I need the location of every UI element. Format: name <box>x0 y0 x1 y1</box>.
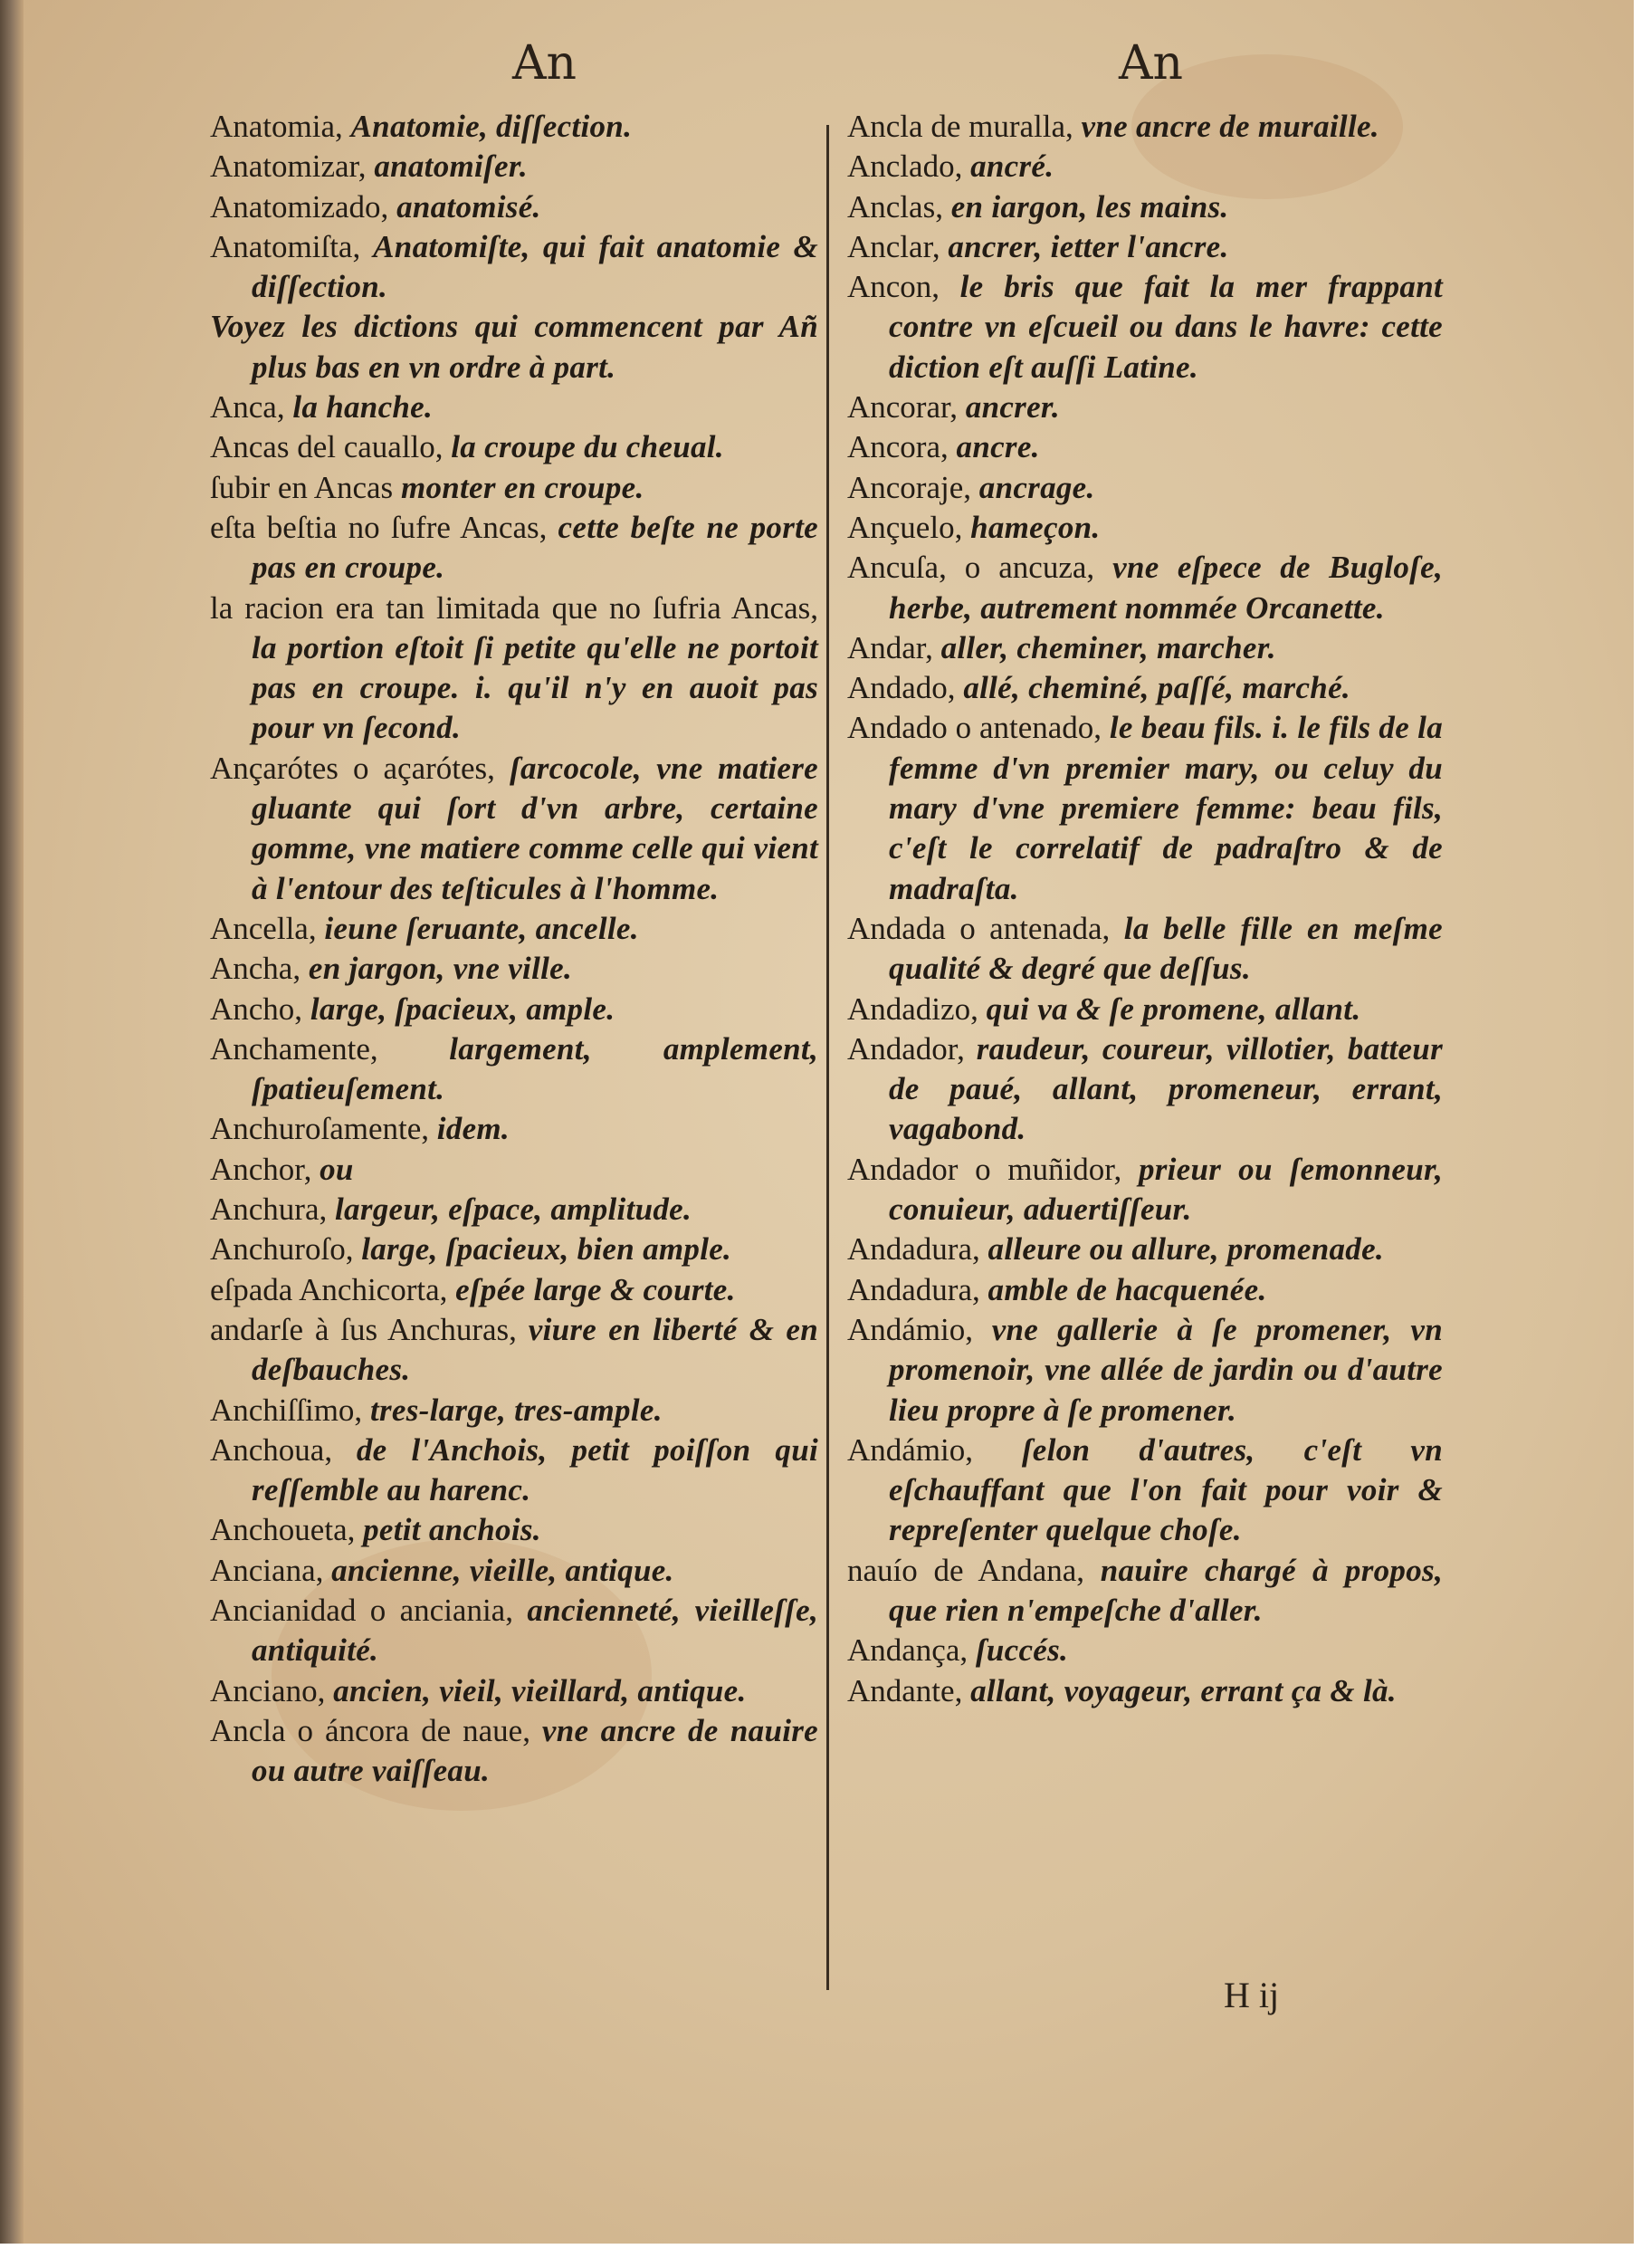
entry-definition: ancrage. <box>978 469 1095 505</box>
entry-definition: largeur, eſpace, amplitude. <box>335 1191 692 1228</box>
dictionary-entry <box>847 388 1443 427</box>
entry-headword: Anchoueta, <box>210 1512 364 1548</box>
entry-headword: Anchuroſo, <box>210 1231 362 1268</box>
entry-definition: ancrer, ietter l'ancre. <box>948 228 1229 264</box>
entry-headword: Ancha, <box>210 951 309 987</box>
dictionary-entry <box>210 589 818 749</box>
dictionary-entry <box>847 708 1443 908</box>
dictionary-entry <box>847 1551 1443 1632</box>
entry-definition: le beau fils. i. le fils de la femme d'vn premier mary, ou celuy du mary d'vne premiere femme: beau fils, c'eſt le correlatif de padraſtro & de madraſta. <box>889 710 1444 906</box>
entry-headword: Anclas, <box>847 188 951 225</box>
dictionary-entry <box>847 1230 1443 1269</box>
entry-definition: largement, amplement, ſpatieuſement. <box>252 1030 818 1107</box>
entry-definition: petit anchois. <box>363 1512 541 1548</box>
entry-definition: hameçon. <box>970 509 1101 545</box>
entry-headword: Anchor, <box>210 1151 320 1187</box>
entry-headword: Andadura, <box>847 1231 988 1268</box>
entry-headword: Ancianidad o anciania, <box>210 1592 528 1628</box>
dictionary-entry <box>210 1310 818 1391</box>
dictionary-entry <box>847 1150 1443 1230</box>
entry-definition: ou <box>320 1151 354 1187</box>
entry-definition: amble de hacquenée. <box>987 1271 1267 1307</box>
entry-definition: vne eſpece de Bugloſe, herbe, autrement nommée Orcanette. <box>889 550 1443 626</box>
entry-headword: nauío de Andana, <box>847 1552 1101 1588</box>
dictionary-entry <box>210 107 818 147</box>
dictionary-entry <box>210 1230 818 1269</box>
dictionary-entry <box>847 1431 1443 1551</box>
entry-definition: cette beſte ne porte pas en croupe. <box>252 509 818 586</box>
dictionary-entry <box>847 1631 1443 1670</box>
entry-headword: Ançuelo, <box>847 509 971 545</box>
entry-headword: eſta beſtia no ſufre Ancas, <box>210 509 558 545</box>
running-head-left: An <box>512 36 577 91</box>
entry-definition: la belle fille en meſme qualité & degré que deſſus. <box>889 910 1443 987</box>
entry-headword: Andar, <box>847 629 941 665</box>
entry-definition: ſelon d'autres, c'eſt vn eſchauffant que l'on fait pour voir & repreſenter quelque choſe. <box>889 1431 1443 1548</box>
entry-headword: Anchoua, <box>210 1431 357 1468</box>
entry-definition: ancré. <box>970 148 1054 185</box>
dictionary-entry <box>210 427 818 467</box>
entry-headword: Andámio, <box>847 1311 992 1347</box>
entry-headword: Anciano, <box>210 1672 334 1708</box>
entry-definition: idem. <box>436 1111 510 1147</box>
entry-definition: qui va & ſe promene, allant. <box>986 990 1361 1027</box>
entry-definition: la hanche. <box>292 389 434 426</box>
signature-mark: H ij <box>1224 1975 1280 2015</box>
entry-headword: Ancella, <box>210 910 325 946</box>
entry-headword: Anchiſſimo, <box>210 1392 370 1428</box>
entry-definition: viure en liberté & en deſbauches. <box>252 1311 818 1388</box>
dictionary-entry <box>847 468 1443 508</box>
entry-headword: Ancora, <box>847 429 957 465</box>
entry-definition: Anatomie, diſſection. <box>350 109 633 144</box>
entry-headword: Andadura, <box>847 1271 988 1307</box>
entry-definition: allant, voyageur, errant ça & là. <box>970 1672 1397 1708</box>
entry-headword: Ancas del cauallo, <box>210 429 452 465</box>
dictionary-entry <box>210 1711 818 1792</box>
entry-definition: eſpée large & courte. <box>455 1271 736 1307</box>
dictionary-entry <box>210 1671 818 1711</box>
dictionary-entry <box>847 508 1443 548</box>
entry-definition: raudeur, coureur, villotier, batteur de paué, allant, promeneur, errant, vagabond. <box>889 1030 1443 1147</box>
entry-definition: anatomiſer. <box>374 148 528 185</box>
entry-headword: Ancla de muralla, <box>847 109 1082 144</box>
entry-headword: la racion era tan limitada que no ſufria Ancas, <box>210 589 818 626</box>
dictionary-entry <box>210 227 818 308</box>
dictionary-entry <box>847 1270 1443 1310</box>
entry-headword: Andada o antenada, <box>847 910 1124 946</box>
dictionary-entry <box>210 508 818 589</box>
entry-headword: Anchura, <box>210 1191 336 1228</box>
entry-definition: large, ſpacieux, bien ample. <box>361 1231 732 1268</box>
entry-definition: ieune ſeruante, ancelle. <box>324 910 639 946</box>
entry-headword: Andança, <box>847 1632 976 1669</box>
page-binding-edge <box>0 0 24 2244</box>
entry-headword: Ancoraje, <box>847 469 979 505</box>
dictionary-entry <box>847 1029 1443 1150</box>
entry-definition: monter en croupe. <box>400 469 644 505</box>
dictionary-entry <box>210 1431 818 1511</box>
entry-definition: ancrer. <box>965 389 1060 426</box>
entry-definition: en iargon, les mains. <box>950 188 1229 225</box>
entry-headword: Anatomia, <box>210 109 351 144</box>
dictionary-entry <box>210 1029 818 1110</box>
dictionary-entry <box>210 147 818 187</box>
dictionary-entry <box>847 187 1443 227</box>
dictionary-entry <box>847 107 1443 147</box>
entry-definition: nauire chargé à propos, que rien n'empeſche d'aller. <box>889 1552 1443 1628</box>
entry-definition: de l'Anchois, petit poiſſon qui reſſemble au harenc. <box>252 1431 818 1508</box>
entry-headword: Andante, <box>847 1672 971 1708</box>
dictionary-entry <box>210 949 818 989</box>
entry-definition: ancienne, vieille, antique. <box>331 1552 674 1588</box>
dictionary-entry <box>847 427 1443 467</box>
entry-definition: aller, cheminer, marcher. <box>940 629 1276 665</box>
entry-definition: vne ancre de nauire ou autre vaiſſeau. <box>252 1712 818 1789</box>
entry-headword: Ancuſa, o ancuza, <box>847 550 1113 586</box>
dictionary-entry <box>847 668 1443 708</box>
dictionary-entry <box>210 1591 818 1671</box>
entry-headword: Andado, <box>847 670 964 706</box>
entry-definition: le bris que fait la mer frappant contre vn eſcueil ou dans le havre: cette diction eſt auſſi Latine. <box>889 269 1444 385</box>
entry-headword: Andámio, <box>847 1431 1022 1468</box>
entry-definition: ancre. <box>956 429 1040 465</box>
entry-definition: alleure ou allure, promenade. <box>987 1231 1384 1268</box>
entry-headword: Ancho, <box>210 990 310 1027</box>
entry-headword: Anchuroſamente, <box>210 1111 437 1147</box>
entry-headword: Anclado, <box>847 148 971 185</box>
dictionary-entry <box>847 267 1443 388</box>
entry-definition: anatomisé. <box>396 188 541 225</box>
entry-headword: Andador o muñidor, <box>847 1151 1139 1187</box>
entry-definition: ſuccés. <box>975 1632 1069 1669</box>
dictionary-entry <box>847 1671 1443 1711</box>
dictionary-entry <box>210 749 818 909</box>
entry-headword: eſpada Anchicorta, <box>210 1271 456 1307</box>
dictionary-entry <box>210 1270 818 1310</box>
dictionary-entry <box>847 909 1443 990</box>
entry-headword: Anciana, <box>210 1552 332 1588</box>
dictionary-entry <box>210 1551 818 1591</box>
entry-headword: Ancon, <box>847 269 960 305</box>
dictionary-entry <box>210 1150 818 1190</box>
entry-headword: Ancorar, <box>847 389 966 426</box>
entry-definition: en jargon, vne ville. <box>308 951 572 987</box>
dictionary-entry <box>847 628 1443 668</box>
entry-headword: Anatomizar, <box>210 148 375 185</box>
entry-headword: Anchamente, <box>210 1030 450 1067</box>
dictionary-entry <box>210 187 818 227</box>
dictionary-entry <box>210 909 818 949</box>
dictionary-entry <box>210 307 818 388</box>
dictionary-entry <box>210 468 818 508</box>
entry-definition: la portion eſtoit ſi petite qu'elle ne portoit pas en croupe. i. qu'il n'y en auoit pas pour vn ſecond. <box>252 629 818 746</box>
entry-headword: Ancla o áncora de naue, <box>210 1712 542 1748</box>
entry-definition: large, ſpacieux, ample. <box>310 990 615 1027</box>
right-column <box>847 107 1443 1711</box>
running-head-right: An <box>1119 36 1184 91</box>
entry-headword: Andador, <box>847 1030 977 1067</box>
entry-headword: Anclar, <box>847 228 949 264</box>
entry-definition: la croupe du cheual. <box>451 429 724 465</box>
dictionary-entry <box>210 1190 818 1230</box>
dictionary-entry <box>210 1391 818 1431</box>
entry-definition: allé, cheminé, paſſé, marché. <box>963 670 1350 706</box>
entry-definition: ſarcocole, vne matiere gluante qui ſort d'vn arbre, certaine gomme, vne matiere comme celle qui vient à l'entour des teſticules à l'homme. <box>252 750 818 906</box>
dictionary-entry <box>210 1510 818 1550</box>
dictionary-entry <box>847 227 1443 267</box>
entry-headword: Anatomizado, <box>210 188 397 225</box>
entry-headword: Anatomiſta, <box>210 228 374 264</box>
entry-definition: Voyez les dictions qui commencent par Añ plus bas en vn ordre à part. <box>210 309 818 385</box>
entry-headword: Ançarótes o açarótes, <box>210 750 510 786</box>
entry-headword: Andado o antenado, <box>847 710 1110 746</box>
entry-definition: ancienneté, vieilleſſe, antiquité. <box>252 1592 819 1669</box>
dictionary-entry <box>847 548 1443 628</box>
dictionary-entry <box>847 990 1443 1029</box>
entry-headword: ſubir en Ancas <box>210 469 401 505</box>
entry-headword: Anca, <box>210 389 293 426</box>
dictionary-entry <box>847 1310 1443 1431</box>
entry-headword: Andadizo, <box>847 990 987 1027</box>
dictionary-entry <box>210 388 818 427</box>
entry-definition: vne gallerie à ſe promener, vn promenoir, vne allée de jardin ou d'autre lieu propre à ſe promener. <box>889 1311 1444 1428</box>
entry-definition: ancien, vieil, vieillard, antique. <box>333 1672 747 1708</box>
left-column <box>210 107 818 1791</box>
entry-definition: prieur ou ſemonneur, conuieur, aduertiſſeur. <box>889 1151 1443 1228</box>
dictionary-entry <box>210 990 818 1029</box>
dictionary-entry <box>210 1109 818 1149</box>
entry-definition: tres-large, tres-ample. <box>369 1392 663 1428</box>
entry-definition: Anatomiſte, qui fait anatomie & diſſection. <box>252 228 819 305</box>
column-divider <box>826 125 829 1990</box>
dictionary-entry <box>847 147 1443 187</box>
entry-definition: vne ancre de muraille. <box>1081 109 1379 144</box>
entry-headword: andarſe à ſus Anchuras, <box>210 1311 529 1347</box>
